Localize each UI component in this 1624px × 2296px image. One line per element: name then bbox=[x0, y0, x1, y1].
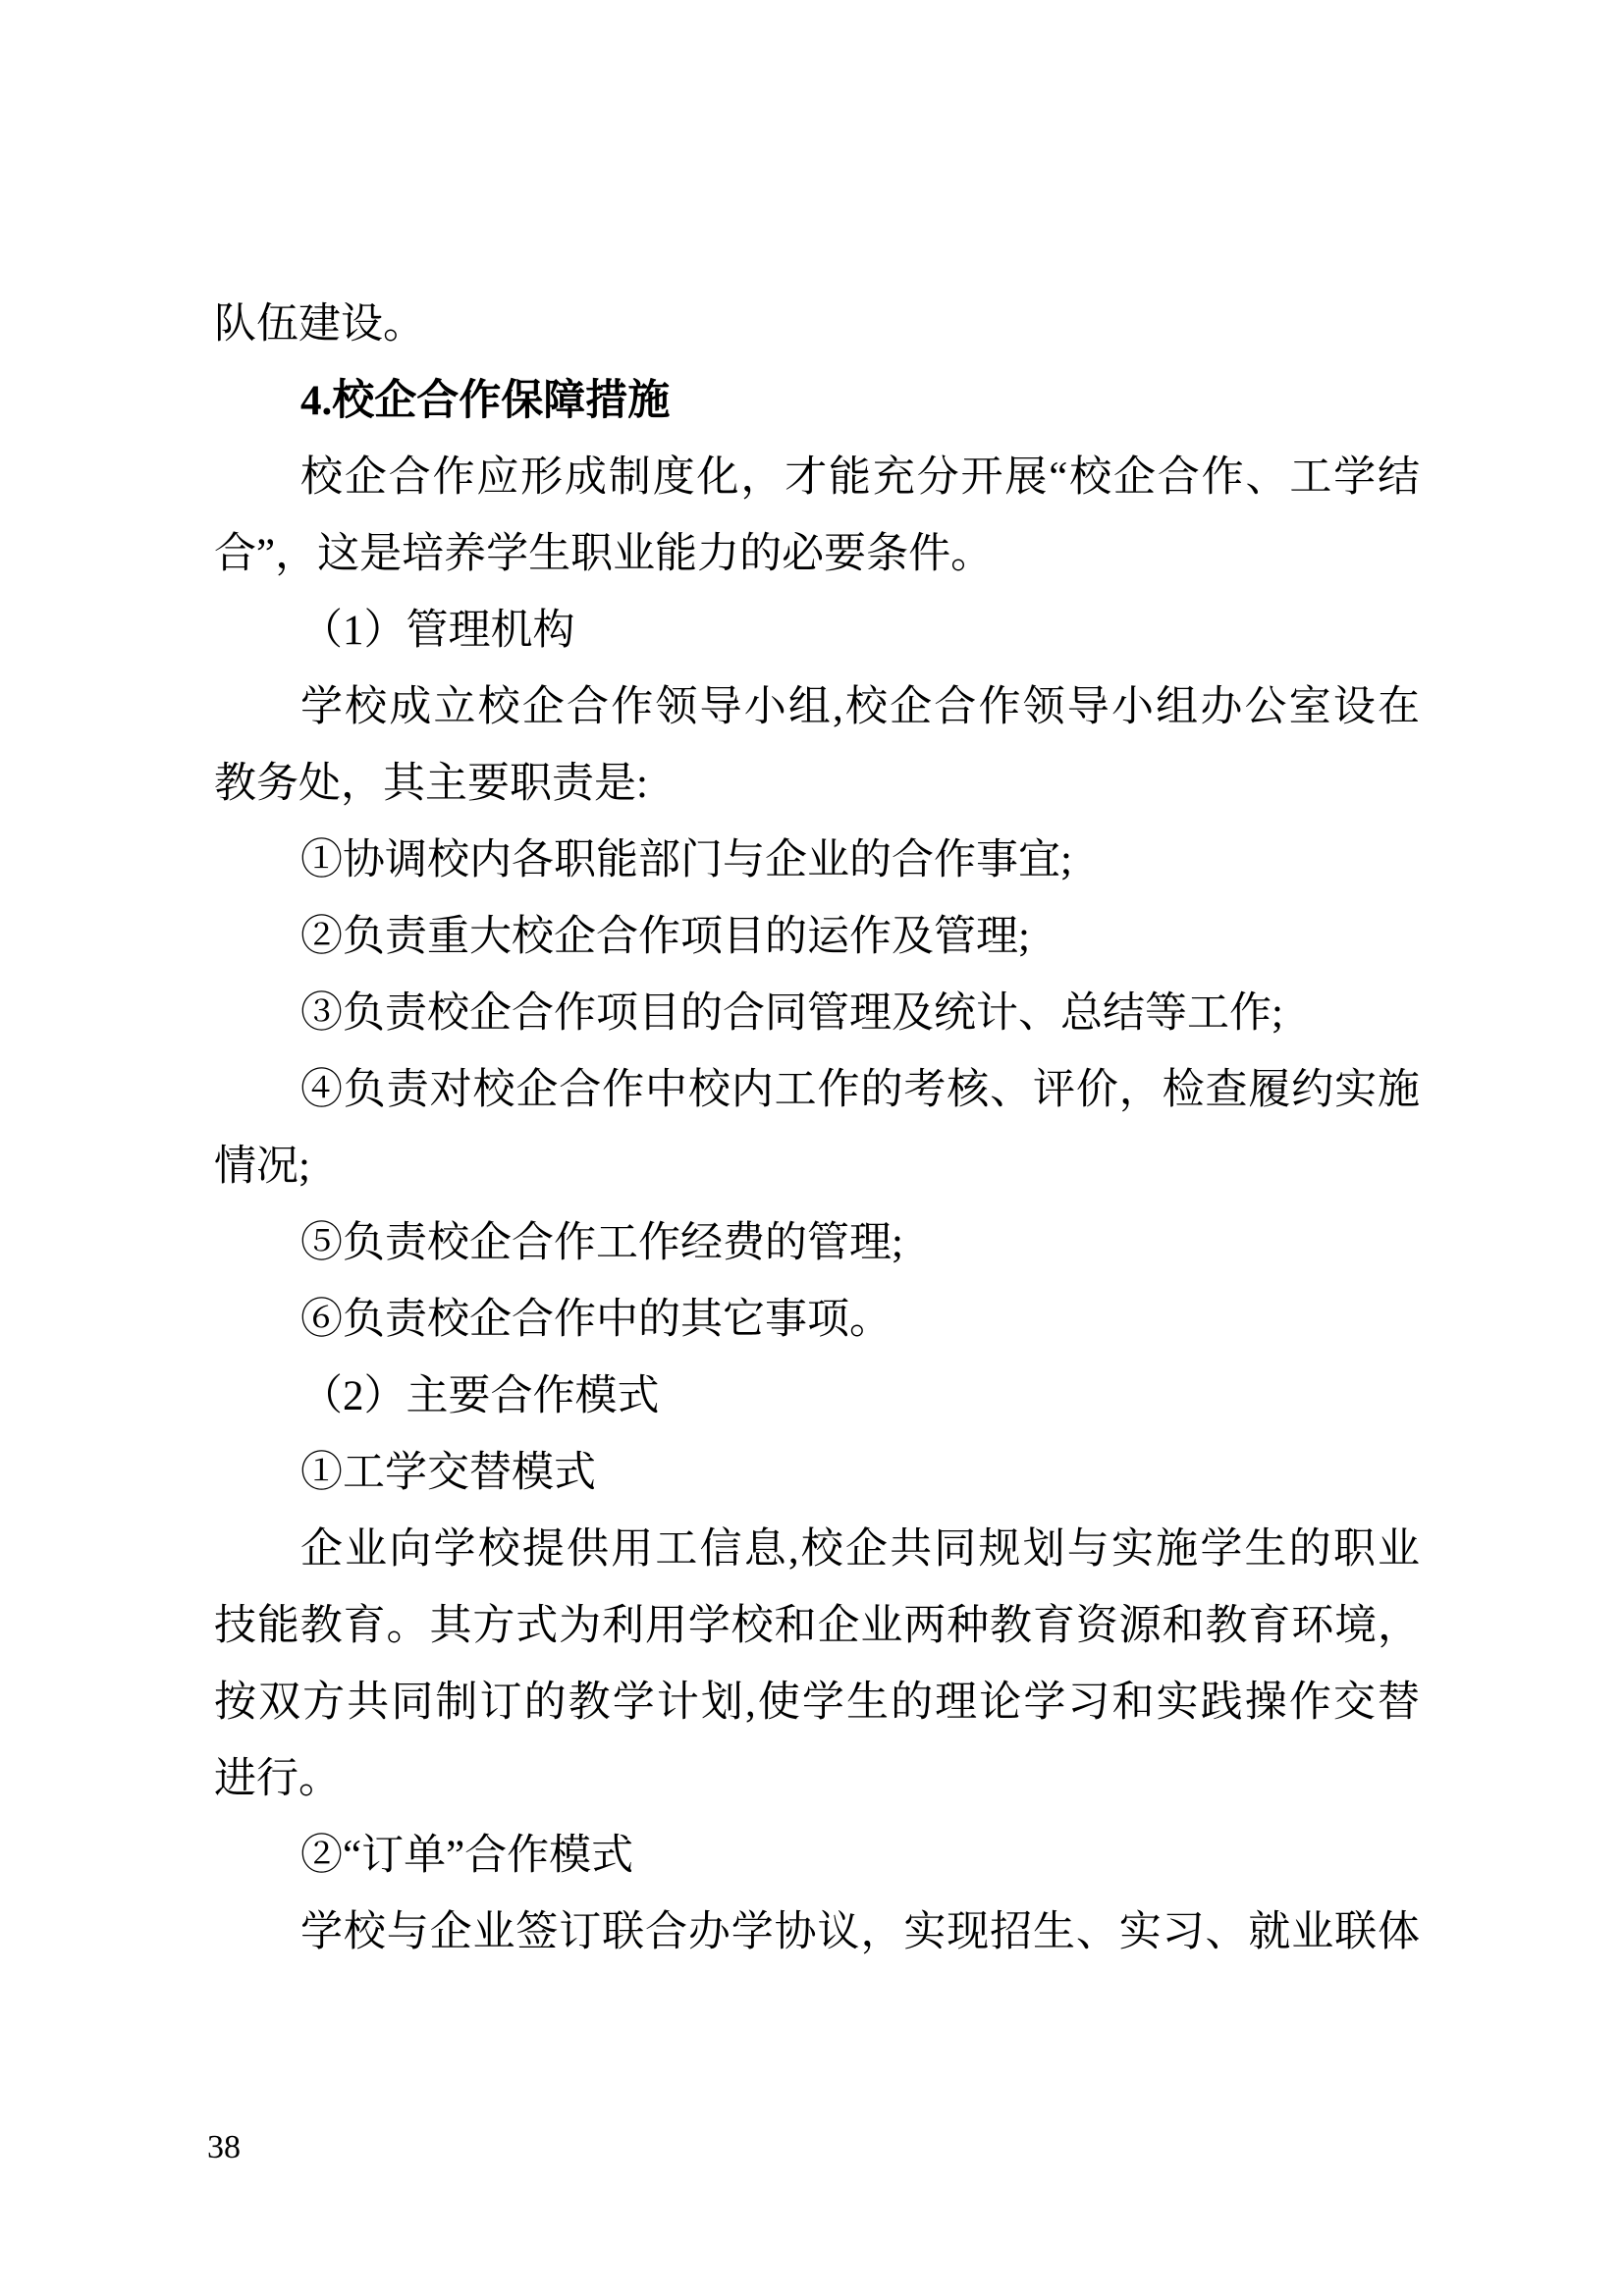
text-line: 情况; bbox=[214, 1144, 310, 1190]
text-line: 校企合作应形成制度化，才能充分开展“校企合作、工学结 bbox=[300, 454, 1420, 501]
text-line: 教务处，其主要职责是: bbox=[214, 761, 648, 807]
document-body bbox=[214, 287, 1420, 1971]
page-number: 38 bbox=[207, 2129, 241, 2165]
text-line: ②负责重大校企合作项目的运作及管理; bbox=[300, 914, 1030, 960]
text-line: ⑥负责校企合作中的其它事项。 bbox=[300, 1297, 892, 1343]
text-line: ③负责校企合作项目的合同管理及统计、总结等工作; bbox=[300, 990, 1283, 1037]
text-line: ②“订单”合作模式 bbox=[300, 1833, 634, 1879]
text-line: （1）管理机构 bbox=[300, 608, 575, 654]
text-line: ①工学交替模式 bbox=[300, 1450, 596, 1496]
text-line: 进行。 bbox=[214, 1756, 341, 1802]
text-line: 学校与企业签订联合办学协议，实现招生、实习、就业联体 bbox=[300, 1909, 1420, 1955]
text-line: 技能教育。其方式为利用学校和企业两种教育资源和教育环境， bbox=[214, 1603, 1420, 1649]
text-line: ①协调校内各职能部门与企业的合作事宜; bbox=[300, 837, 1072, 883]
text-line: ⑤负责校企合作工作经费的管理; bbox=[300, 1220, 903, 1266]
text-line: 合”，这是培养学生职业能力的必要条件。 bbox=[214, 531, 994, 577]
text-line: 按双方共同制订的教学计划,使学生的理论学习和实践操作交替 bbox=[214, 1680, 1420, 1726]
text-line: （2）主要合作模式 bbox=[300, 1373, 660, 1419]
text-line: 4.校企合作保障措施 bbox=[300, 378, 671, 424]
text-line: 学校成立校企合作领导小组,校企合作领导小组办公室设在 bbox=[300, 684, 1420, 730]
text-line: ④负责对校企合作中校内工作的考核、评价，检查履约实施 bbox=[300, 1067, 1420, 1113]
text-line: 企业向学校提供用工信息,校企共同规划与实施学生的职业 bbox=[300, 1526, 1420, 1573]
text-line: 队伍建设。 bbox=[214, 301, 425, 347]
